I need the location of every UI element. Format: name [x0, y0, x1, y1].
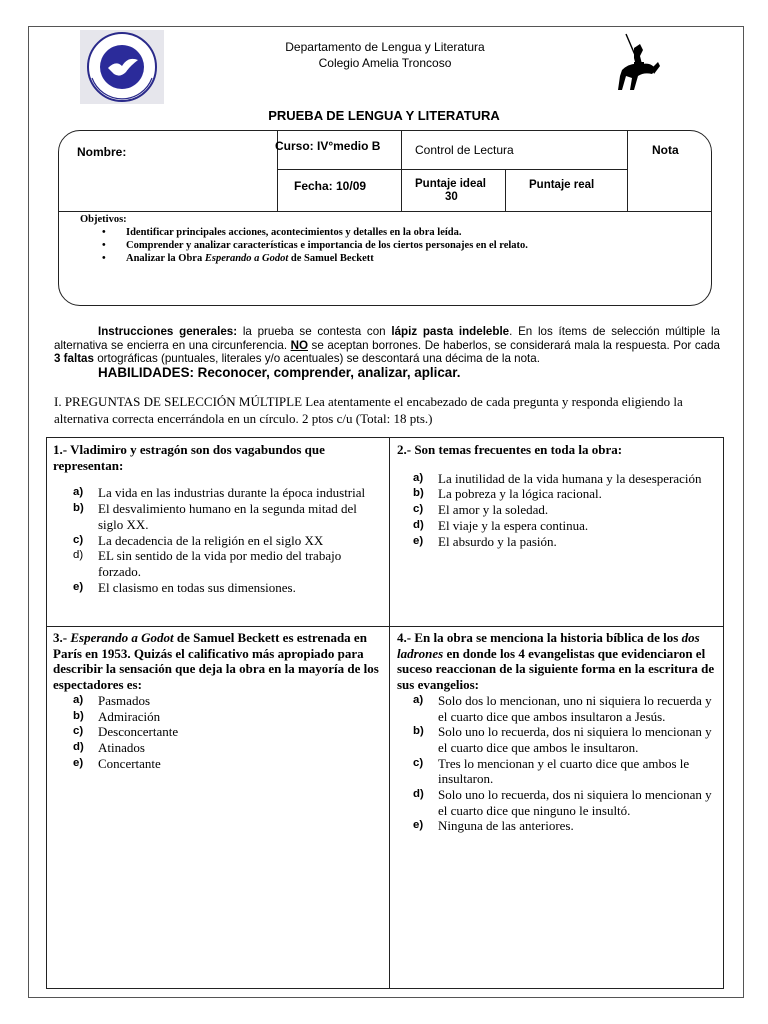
- nota-label: Nota: [652, 143, 679, 157]
- section-1-instructions: I. PREGUNTAS DE SELECCIÓN MÚLTIPLE Lea atentamente el encabezado de cada pregunta y responda eligiendo la alternativa correcta encerrándola en un círculo. 2 ptos c/u (Total: 18 pts.): [54, 394, 683, 426]
- question-2: [397, 442, 715, 549]
- option-a[interactable]: a) Pasmados: [73, 692, 150, 708]
- question-stem: 1.- Vladimiro y estragón son dos vagabundos que representan:: [53, 442, 325, 473]
- puntaje-ideal-value: 30: [445, 191, 458, 203]
- option-c[interactable]: c) El amor y la soledad.: [413, 502, 549, 518]
- option-d[interactable]: d) El viaje y la espera continua.: [413, 517, 589, 533]
- questions-table: [46, 437, 724, 989]
- question-stem: 2.- Son temas frecuentes en toda la obra:: [397, 442, 623, 457]
- puntaje-ideal-label: Puntaje ideal: [415, 178, 486, 190]
- option-b[interactable]: b) Solo uno lo recuerda, dos ni siquiera lo mencionan y el cuarto dice que ambos le insultaron.: [413, 724, 712, 755]
- control-label: Control de Lectura: [415, 143, 514, 157]
- quixote-logo: [612, 32, 662, 100]
- option-b[interactable]: b) Admiración: [73, 708, 161, 724]
- objetivo-item: • Identificar principales acciones, acontecimientos y detalles en la obra leída.: [100, 226, 528, 239]
- puntaje-real-label: Puntaje real: [529, 179, 595, 191]
- option-d[interactable]: d) Atinados: [73, 739, 145, 755]
- school-name: Colegio Amelia Troncoso: [318, 56, 452, 70]
- nombre-label: Nombre:: [77, 145, 127, 159]
- option-e[interactable]: e) Ninguna de las anteriores.: [413, 818, 574, 834]
- objetivos-list: [100, 226, 528, 265]
- question-stem: 4.- En la obra se menciona la historia bíblica de los dos ladrones en donde los 4 evangelistas que evidenciaron el suceso reaccionan de la siguiente forma en la escritura de sus evangelios:: [397, 630, 715, 693]
- question-3: [53, 630, 379, 771]
- option-b[interactable]: b) El desvalimiento humano en la segunda mitad del siglo XX.: [73, 501, 357, 532]
- option-a[interactable]: a) La vida en las industrias durante la época industrial: [73, 485, 366, 501]
- option-d[interactable]: d) EL sin sentido de la vida por medio del trabajo forzado.: [73, 548, 342, 579]
- option-b[interactable]: b) La pobreza y la lógica racional.: [413, 486, 602, 502]
- objetivo-item: • Analizar la Obra Esperando a Godot de Samuel Beckett: [100, 252, 528, 265]
- option-a[interactable]: a) Solo dos lo mencionan, uno ni siquiera lo recuerda y el cuarto dice que ambos insultaron a Jesús.: [413, 692, 712, 724]
- option-c[interactable]: c) Desconcertante: [73, 724, 179, 740]
- fecha-label: Fecha: 10/09: [294, 179, 367, 193]
- curso-label: Curso: IV°medio B: [275, 139, 381, 153]
- objetivos-title: Objetivos:: [80, 214, 127, 225]
- option-c[interactable]: c) Tres lo mencionan y el cuarto dice que ambos le insultaron.: [413, 755, 690, 787]
- student-info-box: [58, 130, 712, 306]
- question-1: [53, 442, 379, 595]
- option-d[interactable]: d) Solo uno lo recuerda, dos ni siquiera lo mencionan y el cuarto dice que ninguno le insultó.: [413, 787, 712, 818]
- habilidades: HABILIDADES: Reconocer, comprender, analizar, aplicar.: [98, 365, 461, 380]
- department-name: Departamento de Lengua y Literatura: [285, 40, 485, 54]
- option-e[interactable]: e) El clasismo en todas sus dimensiones.: [73, 579, 296, 595]
- school-logo: [80, 30, 164, 104]
- question-4: [397, 630, 717, 834]
- general-instructions: Instrucciones generales: la prueba se contesta con lápiz pasta indeleble. En los ítems de selección múltiple la alternativa se encierra en una circunferencia. NO se aceptan borrones. De haberlos, se considerará mala la respuesta. Por cada 3 faltas ortográficas (puntuales, literales y/o acentuales) se descontará una décima de la nota.: [54, 325, 720, 366]
- option-e[interactable]: e) El absurdo y la pasión.: [413, 533, 557, 549]
- option-e[interactable]: e) Concertante: [73, 755, 161, 771]
- objetivo-item: • Comprender y analizar características e importancia de los ciertos personajes en el relato.: [100, 239, 528, 252]
- option-c[interactable]: c) La decadencia de la religión en el siglo XX: [73, 532, 324, 548]
- page-title: PRUEBA DE LENGUA Y LITERATURA: [268, 108, 500, 123]
- option-a[interactable]: a) La inutilidad de la vida humana y la desesperación: [413, 470, 702, 486]
- question-stem: 3.- Esperando a Godot de Samuel Beckett es estrenada en París en 1953. Quizás el calificativo más apropiado para describir la sensación que deja la obra en la mayoría de los espectadores es:: [53, 630, 379, 693]
